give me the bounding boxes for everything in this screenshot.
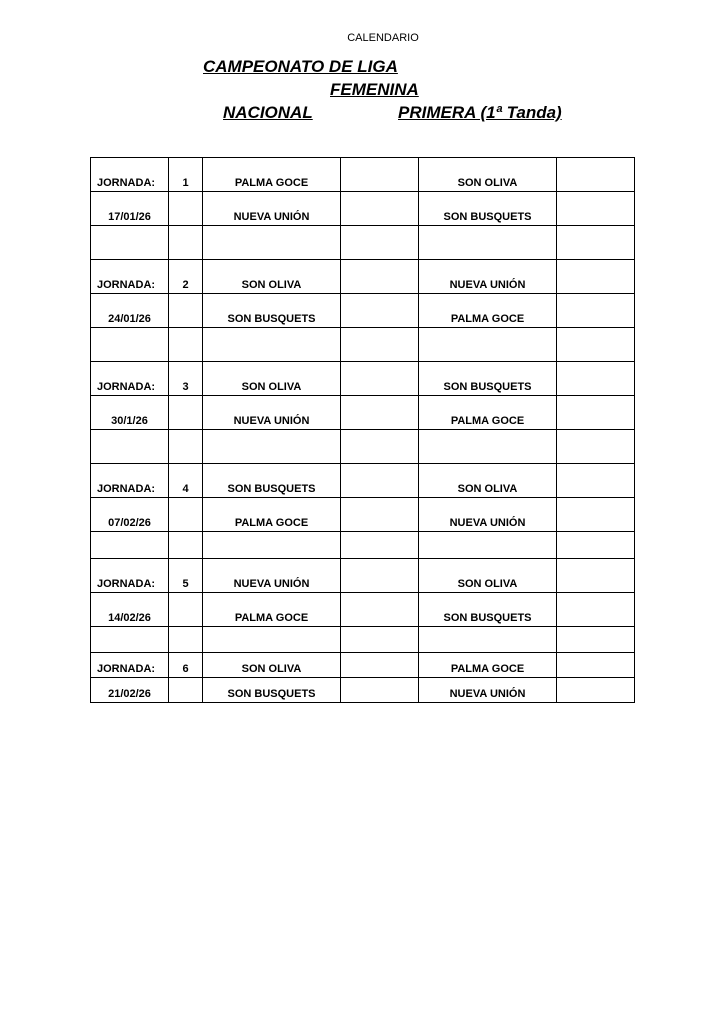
result-cell xyxy=(557,362,635,396)
separator-cell xyxy=(341,158,419,192)
away-team: PALMA GOCE xyxy=(419,653,557,678)
away-team: NUEVA UNIÓN xyxy=(419,678,557,703)
home-team: NUEVA UNIÓN xyxy=(203,396,341,430)
result-cell xyxy=(557,559,635,593)
jornada-row xyxy=(91,653,635,678)
jornada-number: 2 xyxy=(169,260,203,294)
away-team: SON OLIVA xyxy=(419,464,557,498)
match-row xyxy=(91,498,635,532)
result-cell xyxy=(557,593,635,627)
home-team: SON OLIVA xyxy=(203,653,341,678)
jornada-number: 1 xyxy=(169,158,203,192)
home-team: SON OLIVA xyxy=(203,362,341,396)
spacer-row xyxy=(91,627,635,653)
jornada-label: JORNADA: xyxy=(91,158,169,192)
jornada-number: 3 xyxy=(169,362,203,396)
jornada-row xyxy=(91,464,635,498)
jornada-date: 07/02/26 xyxy=(91,498,169,532)
jornada-label: JORNADA: xyxy=(91,362,169,396)
spacer-row xyxy=(91,226,635,260)
jornada-label: JORNADA: xyxy=(91,653,169,678)
result-cell xyxy=(557,396,635,430)
spacer-row xyxy=(91,532,635,559)
home-team: PALMA GOCE xyxy=(203,158,341,192)
result-cell xyxy=(557,498,635,532)
jornada-date: 17/01/26 xyxy=(91,192,169,226)
home-team: NUEVA UNIÓN xyxy=(203,192,341,226)
away-team: PALMA GOCE xyxy=(419,294,557,328)
match-row xyxy=(91,294,635,328)
separator-cell xyxy=(341,294,419,328)
separator-cell xyxy=(341,678,419,703)
result-cell xyxy=(557,158,635,192)
separator-cell xyxy=(341,593,419,627)
home-team: SON BUSQUETS xyxy=(203,464,341,498)
jornada-date: 30/1/26 xyxy=(91,396,169,430)
schedule-table xyxy=(90,157,635,703)
title-line-category: FEMENINA xyxy=(330,80,419,99)
match-row xyxy=(91,678,635,703)
separator-cell xyxy=(341,559,419,593)
away-team: SON BUSQUETS xyxy=(419,362,557,396)
jornada-number: 5 xyxy=(169,559,203,593)
home-team: SON BUSQUETS xyxy=(203,678,341,703)
jornada-date: 24/01/26 xyxy=(91,294,169,328)
document-label: CALENDARIO xyxy=(347,32,419,44)
empty-cell xyxy=(169,593,203,627)
result-cell xyxy=(557,294,635,328)
jornada-row xyxy=(91,158,635,192)
match-row xyxy=(91,396,635,430)
empty-cell xyxy=(169,678,203,703)
jornada-row xyxy=(91,260,635,294)
home-team: PALMA GOCE xyxy=(203,498,341,532)
title-line-division: PRIMERA (1ª Tanda) xyxy=(398,103,562,122)
result-cell xyxy=(557,192,635,226)
home-team: SON BUSQUETS xyxy=(203,294,341,328)
jornada-row xyxy=(91,559,635,593)
separator-cell xyxy=(341,362,419,396)
jornada-number: 6 xyxy=(169,653,203,678)
spacer-row xyxy=(91,328,635,362)
jornada-number: 4 xyxy=(169,464,203,498)
away-team: NUEVA UNIÓN xyxy=(419,498,557,532)
match-row xyxy=(91,192,635,226)
jornada-label: JORNADA: xyxy=(91,559,169,593)
jornada-label: JORNADA: xyxy=(91,464,169,498)
title-line-level: NACIONAL xyxy=(223,103,313,122)
separator-cell xyxy=(341,464,419,498)
home-team: SON OLIVA xyxy=(203,260,341,294)
jornada-row xyxy=(91,362,635,396)
spacer-row xyxy=(91,430,635,464)
result-cell xyxy=(557,678,635,703)
result-cell xyxy=(557,260,635,294)
home-team: PALMA GOCE xyxy=(203,593,341,627)
away-team: SON OLIVA xyxy=(419,559,557,593)
away-team: NUEVA UNIÓN xyxy=(419,260,557,294)
empty-cell xyxy=(169,192,203,226)
empty-cell xyxy=(169,498,203,532)
result-cell xyxy=(557,653,635,678)
jornada-date: 14/02/26 xyxy=(91,593,169,627)
away-team: PALMA GOCE xyxy=(419,396,557,430)
separator-cell xyxy=(341,260,419,294)
jornada-label: JORNADA: xyxy=(91,260,169,294)
away-team: SON BUSQUETS xyxy=(419,593,557,627)
empty-cell xyxy=(169,294,203,328)
separator-cell xyxy=(341,653,419,678)
separator-cell xyxy=(341,192,419,226)
jornada-date: 21/02/26 xyxy=(91,678,169,703)
separator-cell xyxy=(341,396,419,430)
empty-cell xyxy=(169,396,203,430)
away-team: SON OLIVA xyxy=(419,158,557,192)
result-cell xyxy=(557,464,635,498)
title-line-championship: CAMPEONATO DE LIGA xyxy=(203,57,398,76)
match-row xyxy=(91,593,635,627)
away-team: SON BUSQUETS xyxy=(419,192,557,226)
separator-cell xyxy=(341,498,419,532)
home-team: NUEVA UNIÓN xyxy=(203,559,341,593)
